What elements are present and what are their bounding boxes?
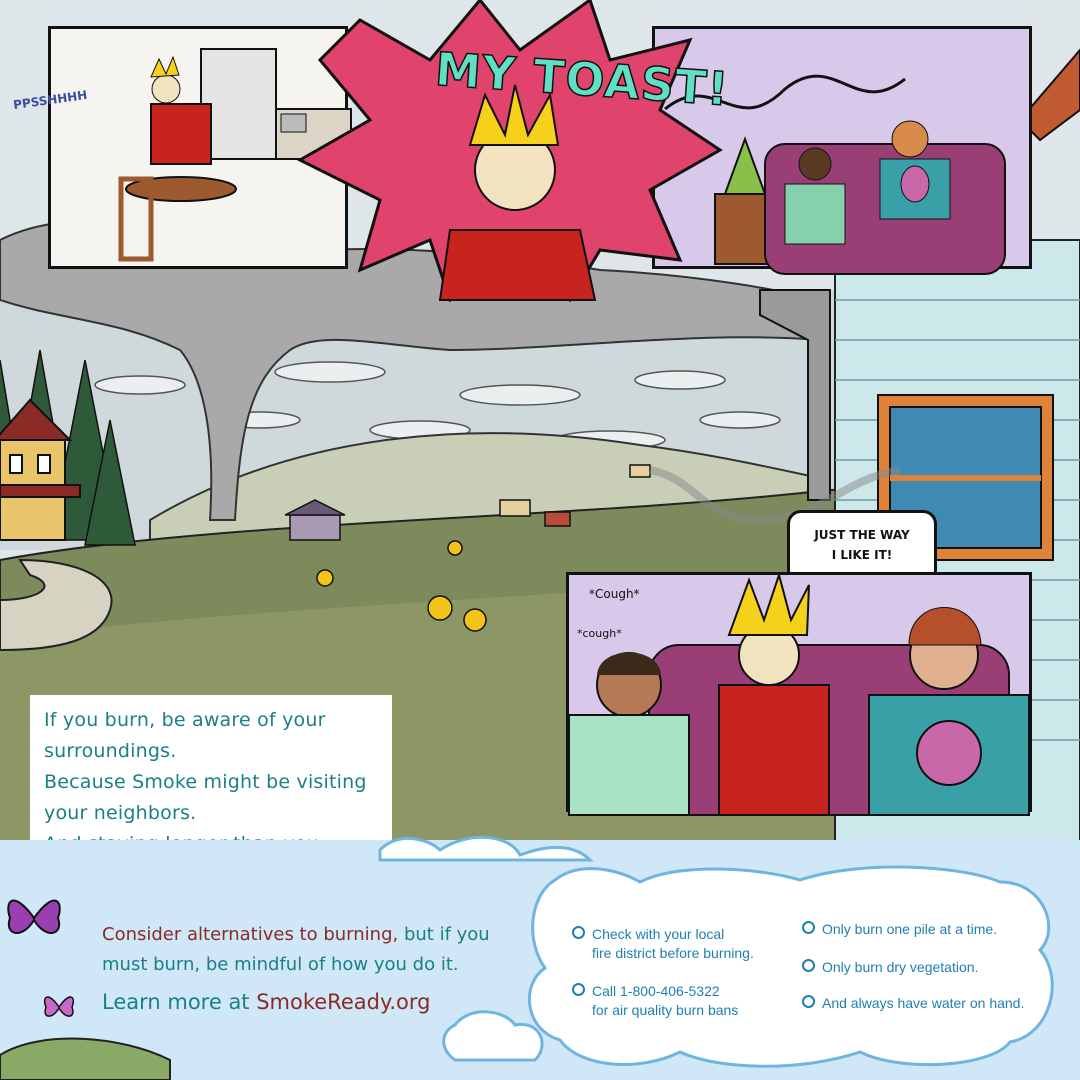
cough-text-1: *Cough* (589, 587, 640, 601)
tip-one-pile (822, 920, 997, 939)
caption-line-2: Because Smoke might be visiting your neighbors. (44, 771, 367, 824)
tip-bullet-icon (802, 959, 815, 972)
learn-more-prefix: Learn more at (102, 990, 257, 1014)
speech-line-2: I LIKE IT! (831, 548, 893, 562)
tip-call-burn-bans (592, 982, 738, 1020)
tip-bullet-icon (802, 995, 815, 1008)
butterfly-icon-small (42, 990, 76, 1024)
tip-bullet-icon (802, 921, 815, 934)
tip-water-on-hand (822, 994, 1024, 1013)
tip-bullet-icon (572, 926, 585, 939)
panel-coughing (566, 572, 1032, 812)
burst-panel (300, 0, 720, 300)
sfx-spray: PPSSHHHH (12, 87, 89, 113)
learn-more (102, 990, 431, 1014)
tip-dry-vegetation (822, 958, 978, 977)
smokeready-link[interactable]: SmokeReady.org (256, 990, 431, 1014)
tip-left-1-line2: for air quality burn bans (592, 1002, 739, 1018)
sfx-my-toast: MY TOAST! (433, 41, 731, 117)
tip-right-1: Only burn dry vegetation. (822, 959, 979, 975)
cough-text-2: *cough* (577, 627, 622, 640)
speech-line-1: JUST THE WAY (814, 528, 910, 542)
tip-right-2: And always have water on hand. (822, 995, 1025, 1011)
tip-left-0-line2: fire district before burning. (592, 945, 754, 961)
caption-line-1: If you burn, be aware of your surroundings. (44, 709, 326, 762)
tip-check-fire-district (592, 925, 754, 963)
tip-left-1-line1: Call 1-800-406-5322 (592, 983, 720, 999)
tip-left-0-line1: Check with your local (592, 926, 725, 942)
tip-bullet-icon (572, 983, 585, 996)
cta-message (102, 920, 532, 980)
cta-rest-b: must burn, be mindful of how you do it. (102, 954, 459, 975)
butterfly-icon (4, 890, 64, 945)
coughing-illustration (569, 575, 1035, 815)
cta-accent: Consider alternatives to burning, (102, 924, 399, 945)
cta-rest-a: but if you (398, 924, 490, 945)
tip-right-0: Only burn one pile at a time. (822, 921, 998, 937)
